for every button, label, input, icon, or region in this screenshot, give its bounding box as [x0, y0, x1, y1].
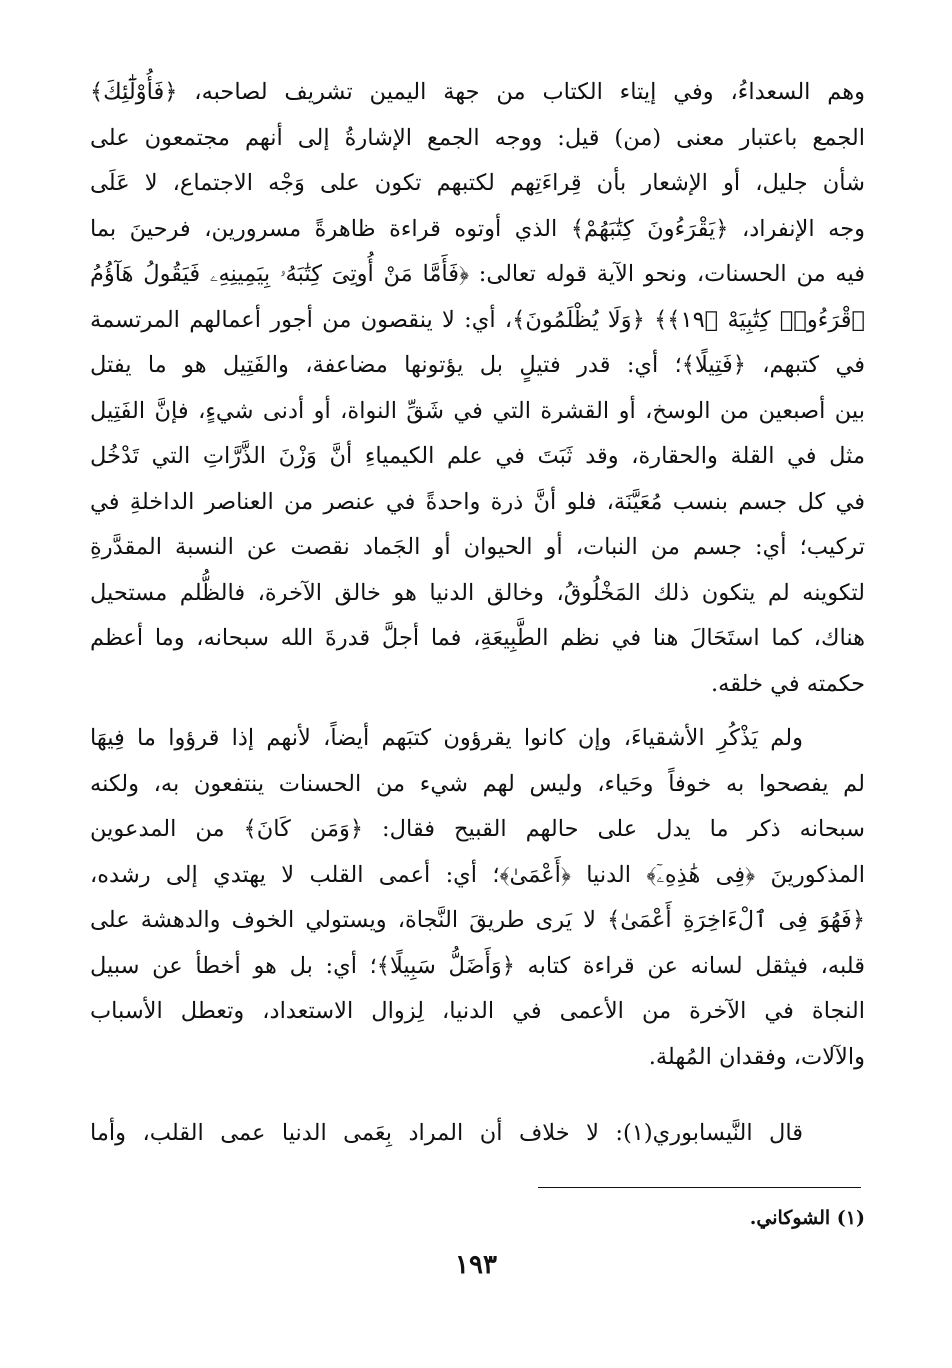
text-line: وجه الإنفراد، ﴿يَقْرَءُونَ كِتَٰبَهُمْ﴾ الذي أوتوه قراءة ظاهرةً مسرورين، فرحينَ بما	[90, 215, 865, 242]
footnote: (١) الشوكاني.	[749, 1207, 865, 1229]
text-line: حكمته في خلقه.	[711, 670, 865, 697]
text-line: مثل في القلة والحقارة، وقد ثَبَتَ في علم الكيمياءِ أنَّ وَزْنَ الذَّرَّاتِ التي تَدْخُل	[90, 443, 865, 469]
text-line: شأن جليل، أو الإشعار بأن قِراءَتِهم لكتبهم تكون على وَجْه الاجتماع، لا عَلَى	[90, 170, 865, 196]
text-line: بين أصبعين من الوسخ، أو القشرة التي في شَقِّ النواة، أو أدنى شيءٍ، فإنَّ الفَتِيل	[90, 397, 865, 424]
text-line: ولم يَذْكُرِ الأشقياءَ، وإن كانوا يقرؤون كتبَهم أيضاً، لأنهم إذا قرؤوا ما فِيهَا	[90, 725, 803, 751]
text-line: النجاة في الآخرة من الأعمى في الدنيا، لِزوال الاستعداد، وتعطل الأسباب	[90, 998, 865, 1024]
text-line: فيه من الحسنات، ونحو الآية قوله تعالى: ﴿فَأَمَّا مَنْ أُوتِىَ كِتَٰبَهُۥ بِيَمِينِهِۦ فَيَقُولُ هَآؤُمُ	[90, 261, 865, 287]
text-line: في كتبهم، ﴿فَتِيلًا﴾؛ أي: قدر فتيلٍ بل يؤتونها مضاعفة، والفَتِيل هو ما يفتل	[90, 352, 865, 378]
paragraph-1	[90, 70, 865, 707]
text-line: في كل جسم بنسب مُعَيَّنَة، فلو أنَّ ذرة واحدةً في عنصر من العناصر الداخلةِ في	[90, 488, 865, 515]
text-line: المذكورينَ ﴿فِى هَٰذِهِۦٓ﴾ الدنيا ﴿أَعْمَىٰ﴾؛ أي: أعمى القلب لا يهتدي إلى رشده،	[90, 861, 865, 888]
text-line: قال النَّيسابوري(١): لا خلاف أن المراد بِعَمى الدنيا عمى القلب، وأما	[90, 1120, 803, 1146]
footnote-separator	[538, 1187, 861, 1188]
text-line: قلبه، فيثقل لسانه عن قراءة كتابه ﴿وَأَضَلُّ سَبِيلًا﴾؛ أي: بل هو أخطأ عن سبيل	[90, 952, 865, 979]
text-line: ﴿فَهُوَ فِى ٱلْءَاخِرَةِ أَعْمَىٰ﴾ لا يَرى طريقَ النَّجاة، ويستولي الخوف والدهشة على	[90, 907, 865, 933]
text-line: والآلات، وفقدان المُهلة.	[648, 1043, 865, 1070]
text-line: لتكوينه لم يتكون ذلك المَخْلُوقُ، وخالق الدنيا هو خالق الآخرة، فالظُّلم مستحيل	[90, 579, 865, 606]
text-line: ٱقْرَءُوا۟ كِتَٰبِيَهْ ﴿١٩﴾﴾ ﴿وَلَا يُظْلَمُونَ﴾، أي: لا ينقصون من أجور أعمالهم المرتسمة	[90, 306, 865, 333]
text-line: سبحانه ذكر ما يدل على حالهم القبيح فقال: ﴿وَمَن كَانَ﴾ من المدعوين	[90, 816, 865, 842]
text-line: لم يفصحوا به خوفاً وحَياء، وليس لهم شيء من الحسنات ينتفعون به، ولكنه	[90, 770, 865, 797]
text-line: هناك، كما استَحَالَ هنا في نظم الطَّبِيعَةِ، فما أجلَّ قدرةَ الله سبحانه، وما أعظم	[90, 625, 865, 651]
page-number: ١٩٣	[455, 1250, 497, 1280]
text-line: الجمع باعتبار معنى (من) قيل: ووجه الجمع الإشارةُ إلى أنهم مجتمعون على	[90, 124, 865, 151]
text-line: تركيب؛ أي: جسم من النبات، أو الحيوان أو الجَماد نقصت عن النسبة المقدَّرةِ	[90, 534, 865, 560]
paragraph-2	[90, 716, 865, 1080]
text-line: وهم السعداءُ، وفي إيتاء الكتاب من جهة اليمين تشريف لصاحبه، ﴿فَأُوْلَٰٓئِكَ﴾	[90, 79, 865, 105]
paragraph-3	[90, 1111, 865, 1157]
